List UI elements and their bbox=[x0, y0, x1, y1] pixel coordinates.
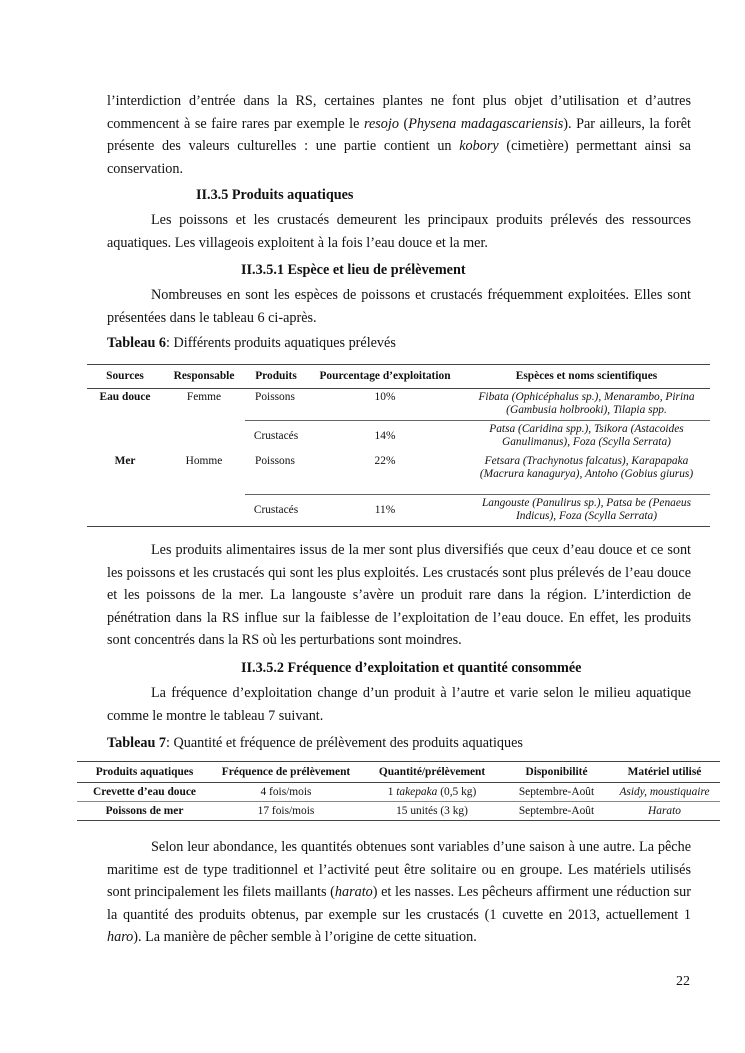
table7-caption: Tableau 7: Quantité et fréquence de prélèvement des produits aquatiques bbox=[107, 735, 523, 751]
table-row bbox=[87, 453, 710, 495]
table6-cell-responsable: Homme bbox=[185, 454, 223, 467]
table6-cell-responsable bbox=[163, 495, 245, 527]
table7-cell-produit: Crevette d’eau douce bbox=[77, 783, 212, 802]
table7-header: Fréquence de prélèvement bbox=[212, 762, 360, 783]
table7-header-row bbox=[77, 762, 720, 783]
table7-cell-frequence: 17 fois/mois bbox=[212, 802, 360, 821]
heading-ii-3-5: II.3.5 Produits aquatiques bbox=[196, 187, 354, 203]
table6-header: Espèces et noms scientifiques bbox=[463, 365, 710, 389]
table6-cell-source: Eau douce bbox=[99, 391, 151, 403]
table6-cell-pourcentage: 11% bbox=[307, 495, 463, 527]
paragraph-ii-3-5-2: La fréquence d’exploitation change d’un produit à l’autre et varie selon le milieu aquatique comme le montre le tableau 7 suivant. bbox=[107, 685, 691, 724]
table7 bbox=[77, 761, 720, 821]
table6-cell-pourcentage: 22% bbox=[374, 454, 396, 467]
table7-header: Matériel utilisé bbox=[609, 762, 720, 783]
table6-cell-pourcentage: 10% bbox=[374, 391, 396, 403]
table6-cell-source: Mer bbox=[114, 454, 136, 467]
table7-cell-disponibilite: Septembre-Août bbox=[504, 802, 609, 821]
table6 bbox=[87, 364, 710, 527]
table6-cell-produit: Crustacés bbox=[245, 495, 307, 527]
final-paragraph: Selon leur abondance, les quantités obtenues sont variables d’une saison à une autre. La pêche maritime est de type traditionnel et l’activité peut être solitaire ou en groupe. Les matériels utilisés sont principalement les filets maillants (harato) et les nasses. Les pêcheurs affirment une réduction sur la quantité des produits obtenus, par exemple sur les crustacés (1 cuvette en 2013, actuellement 1 haro). La manière de pêcher semble à l’origine de cette situation. bbox=[107, 839, 691, 946]
table-row bbox=[87, 421, 710, 453]
table6-header: Pourcentage d’exploitation bbox=[307, 365, 463, 389]
heading-ii-3-5-1: II.3.5.1 Espèce et lieu de prélèvement bbox=[241, 262, 466, 278]
table6-header-row bbox=[87, 365, 710, 389]
table7-header: Produits aquatiques bbox=[77, 762, 212, 783]
table6-cell-responsable: Femme bbox=[186, 391, 222, 403]
table6-cell-produit: Poissons bbox=[255, 454, 295, 467]
table6-cell-responsable bbox=[163, 421, 245, 453]
table6-cell-especes: Langouste (Panulirus sp.), Patsa be (Penaeus Indicus), Foza (Scylla Serrata) bbox=[463, 495, 710, 527]
table6-header: Produits bbox=[245, 365, 307, 389]
table7-cell-quantite: 15 unités (3 kg) bbox=[360, 802, 504, 821]
table6-header: Responsable bbox=[163, 365, 245, 389]
intro-paragraph: l’interdiction d’entrée dans la RS, certaines plantes ne font plus objet d’utilisation et d’autres commencent à se faire rares par exemple le resojo (Physena madagascariensis). Par ailleurs, la forêt présente des valeurs culturelles : une partie contient un kobory (cimetière) permettant ainsi sa conservation. bbox=[107, 93, 691, 177]
table6-cell-produit: Poissons bbox=[255, 391, 295, 403]
paragraph-ii-3-5-1: Nombreuses en sont les espèces de poissons et crustacés fréquemment exploitées. Elles sont présentées dans le tableau 6 ci-après. bbox=[107, 287, 691, 326]
table-row bbox=[87, 389, 710, 421]
table7-cell-disponibilite: Septembre-Août bbox=[504, 783, 609, 802]
table6-cell-source bbox=[87, 495, 163, 527]
heading-ii-3-5-2: II.3.5.2 Fréquence d’exploitation et quantité consommée bbox=[241, 660, 582, 676]
table6-caption: Tableau 6: Différents produits aquatiques prélevés bbox=[107, 335, 396, 351]
table7-header: Disponibilité bbox=[504, 762, 609, 783]
table6-cell-produit: Crustacés bbox=[245, 421, 307, 453]
table6-cell-especes: Fibata (Ophicéphalus sp.), Menarambo, Pirina (Gambusia holbrooki), Tilapia spp. bbox=[478, 391, 695, 417]
table-row bbox=[77, 783, 720, 802]
paragraph-after-table6: Les produits alimentaires issus de la mer sont plus diversifiés que ceux d’eau douce et ce sont les poissons et les crustacés qui sont les plus exploités. Les crustacés sont plus prélevés de l’eau douce et les poissons de la mer. La langouste s’avère un produit rare dans la région. L’interdiction de pénétration dans la RS influe sur la faiblesse de l’exploitation de l’eau douce. En effet, les produits sont concentrés dans la RS où les perturbations sont moindres. bbox=[107, 542, 691, 649]
table6-cell-especes: Fetsara (Trachynotus falcatus), Karapapaka (Macrura kanagurya), Antoho (Gobius giurus) bbox=[479, 454, 694, 480]
table6-cell-especes: Patsa (Caridina spp.), Tsikora (Astacoides Ganulimanus), Foza (Scylla Serrata) bbox=[463, 421, 710, 453]
table6-cell-source bbox=[87, 421, 163, 453]
table6-header: Sources bbox=[87, 365, 163, 389]
paragraph-ii-3-5: Les poissons et les crustacés demeurent les principaux produits prélevés des ressources aquatiques. Les villageois exploitent à la fois l’eau douce et la mer. bbox=[107, 212, 691, 251]
page-number: 22 bbox=[676, 974, 690, 989]
table6-cell-pourcentage: 14% bbox=[307, 421, 463, 453]
table7-cell-frequence: 4 fois/mois bbox=[212, 783, 360, 802]
table-row bbox=[87, 495, 710, 527]
table7-cell-materiel: Harato bbox=[609, 802, 720, 821]
table7-cell-produit: Poissons de mer bbox=[77, 802, 212, 821]
table-row bbox=[77, 802, 720, 821]
table7-header: Quantité/prélèvement bbox=[360, 762, 504, 783]
table7-cell-materiel: Asidy, moustiquaire bbox=[609, 783, 720, 802]
table7-cell-quantite: 1 takepaka (0,5 kg) bbox=[360, 783, 504, 802]
